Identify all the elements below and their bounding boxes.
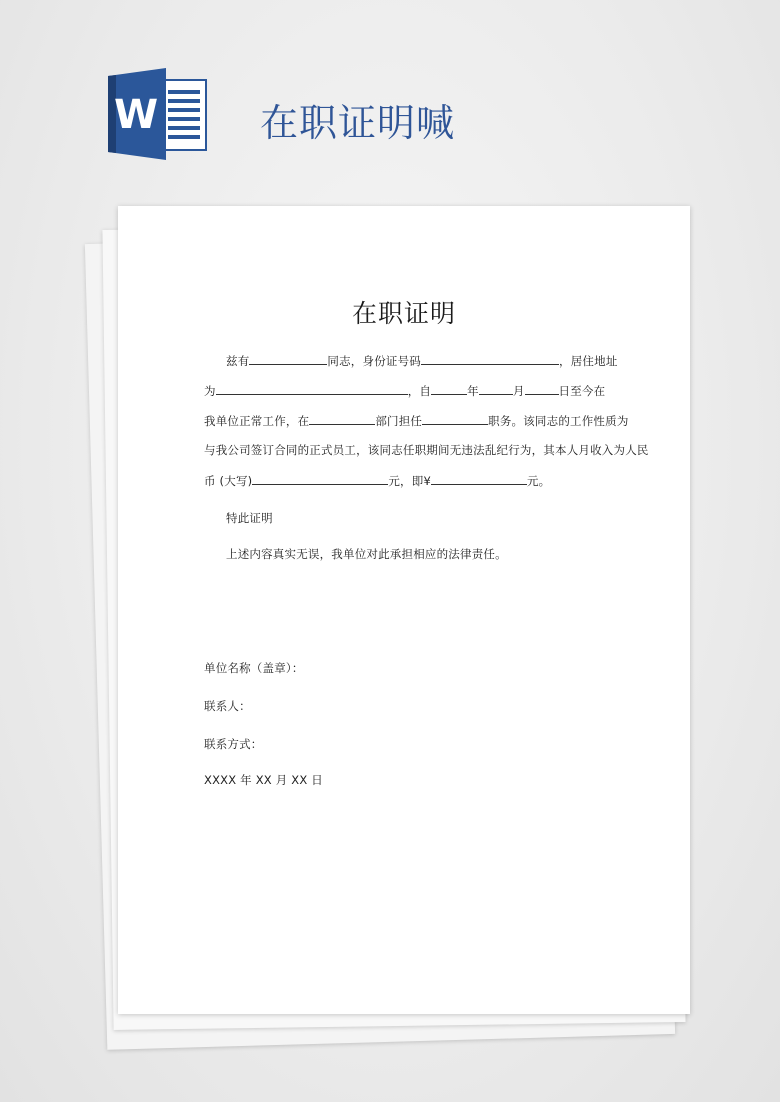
text-segment: 兹有 [226, 354, 250, 368]
text-segment: 年 [467, 384, 479, 398]
word-icon [108, 68, 208, 160]
text-segment: 职务。该同志的工作性质为 [488, 414, 629, 428]
paragraph-line [204, 382, 605, 399]
text-segment: 我单位正常工作，在 [204, 414, 310, 428]
document-page [118, 206, 690, 1014]
department-blank [309, 412, 375, 425]
paragraph-line: 与我公司签订合同的正式员工，该同志任职期间无违法乱纪行为，其本人月收入为人民 [204, 443, 649, 457]
year-blank [431, 382, 467, 395]
contact-method-label: 联系方式： [204, 737, 263, 751]
name-blank [249, 352, 327, 365]
amount-uppercase-blank [252, 472, 388, 485]
text-segment: 月 [512, 384, 525, 398]
text-segment: 同志，身份证号码 [327, 354, 422, 368]
text-segment: 为 [204, 384, 216, 398]
month-blank [479, 382, 513, 395]
special-proof-text: 特此证明 [226, 511, 273, 525]
unit-name-label: 单位名称（盖章）： [204, 661, 304, 675]
text-segment: ，居住地址 [559, 354, 618, 368]
paragraph-line [226, 352, 618, 369]
paragraph-line [204, 412, 629, 429]
position-blank [422, 412, 488, 425]
paragraph-line [204, 472, 550, 489]
text-segment: 币 (大写) [204, 474, 253, 488]
date-line: XXXX 年 XX 月 XX 日 [204, 773, 324, 787]
svg-text:W: W [114, 92, 159, 138]
id-number-blank [421, 352, 559, 365]
text-segment: 部门担任 [375, 414, 423, 428]
text-segment: 元。 [526, 474, 551, 488]
statement-text: 上述内容真实无误，我单位对此承担相应的法律责任。 [226, 547, 507, 561]
text-segment: 日至今在 [558, 384, 606, 398]
contact-person-label: 联系人： [204, 699, 251, 713]
address-blank [216, 382, 408, 395]
text-segment: 元，即¥ [388, 474, 431, 488]
amount-number-blank [431, 472, 527, 485]
document-title: 在职证明 [351, 299, 456, 328]
day-blank [525, 382, 559, 395]
page-title: 在职证明喊 [260, 101, 456, 145]
text-segment: ，自 [407, 384, 432, 398]
